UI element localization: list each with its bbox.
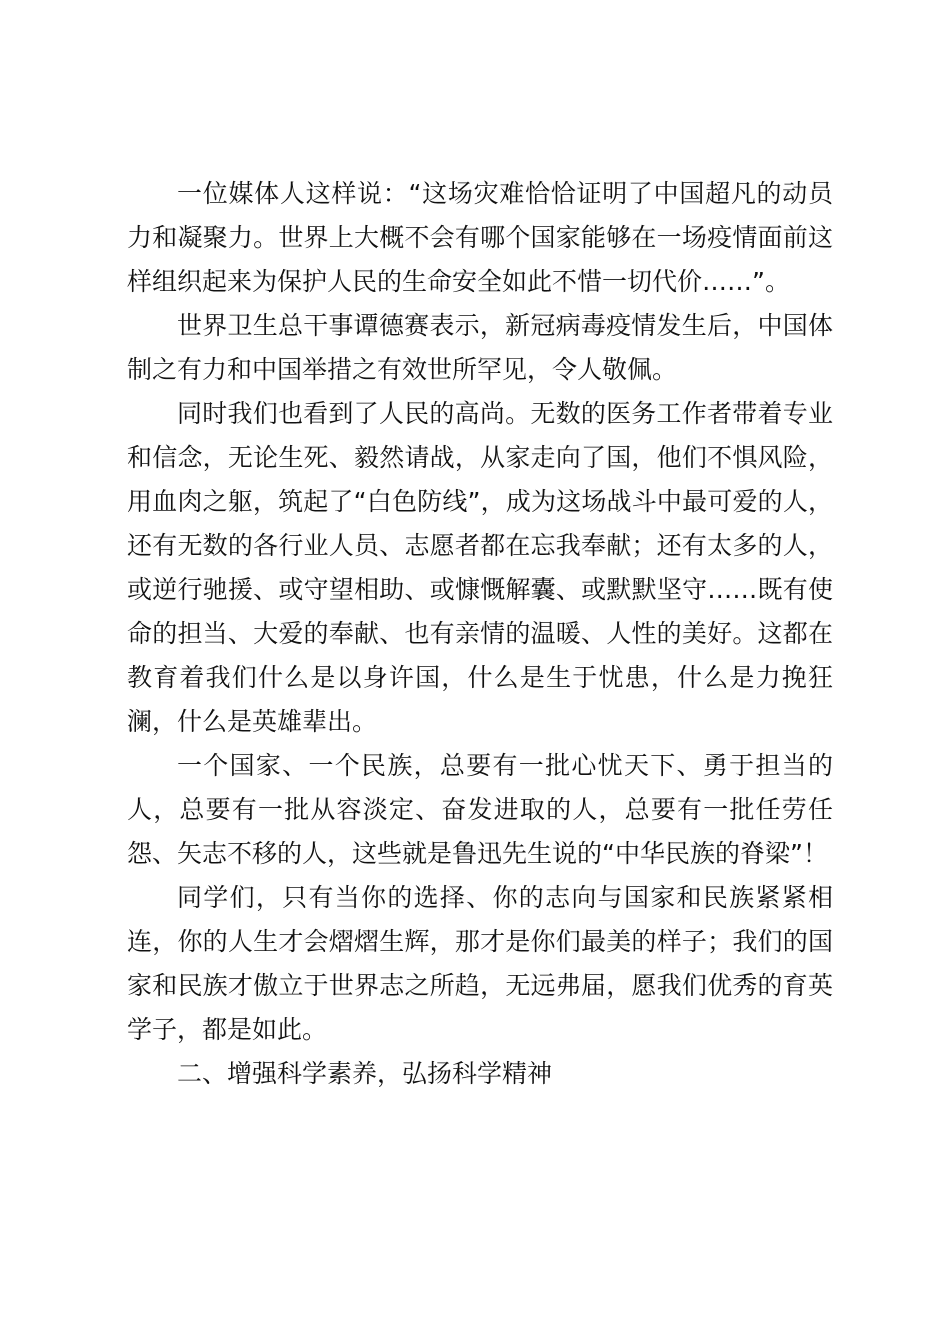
document-body — [127, 172, 833, 1096]
paragraph-people-nobility: 同时我们也看到了人民的高尚。无数的医务工作者带着专业和信念，无论生死、毅然请战，从家走向了国，他们不惧风险，用血肉之躯，筑起了“白色防线”，成为这场战斗中最可爱的人，还有无数的各行业人员、志愿者都在忘我奉献；还有太多的人，或逆行驰援、或守望相助、或慷慨解囊、或默默坚守……既有使命的担当、大爱的奉献、也有亲情的温暖、人性的美好。这都在教育着我们什么是以身许国，什么是生于忧患，什么是力挽狂澜，什么是英雄辈出。 — [127, 399, 833, 736]
paragraph-media-quote: 一位媒体人这样说：“这场灾难恰恰证明了中国超凡的动员力和凝聚力。世界上大概不会有哪个国家能够在一场疫情面前这样组织起来为保护人民的生命安全如此不惜一切代价……”。 — [127, 179, 833, 296]
paragraph-students-address: 同学们，只有当你的选择、你的志向与国家和民族紧紧相连，你的人生才会熠熠生辉，那才是你们最美的样子；我们的国家和民族才傲立于世界志之所趋，无远弗届，愿我们优秀的育英学子，都是如此。 — [127, 883, 833, 1044]
section-heading: 二、增强科学素养，弘扬科学精神 — [177, 1059, 553, 1088]
paragraph-nation-backbone: 一个国家、一个民族，总要有一批心忧天下、勇于担当的人，总要有一批从容淡定、奋发进取的人，总要有一批任劳任怨、矢志不移的人，这些就是鲁迅先生说的“中华民族的脊梁”！ — [127, 751, 833, 868]
paragraph-who-statement: 世界卫生总干事谭德赛表示，新冠病毒疫情发生后，中国体制之有力和中国举措之有效世所罕见，令人敬佩。 — [127, 311, 833, 384]
